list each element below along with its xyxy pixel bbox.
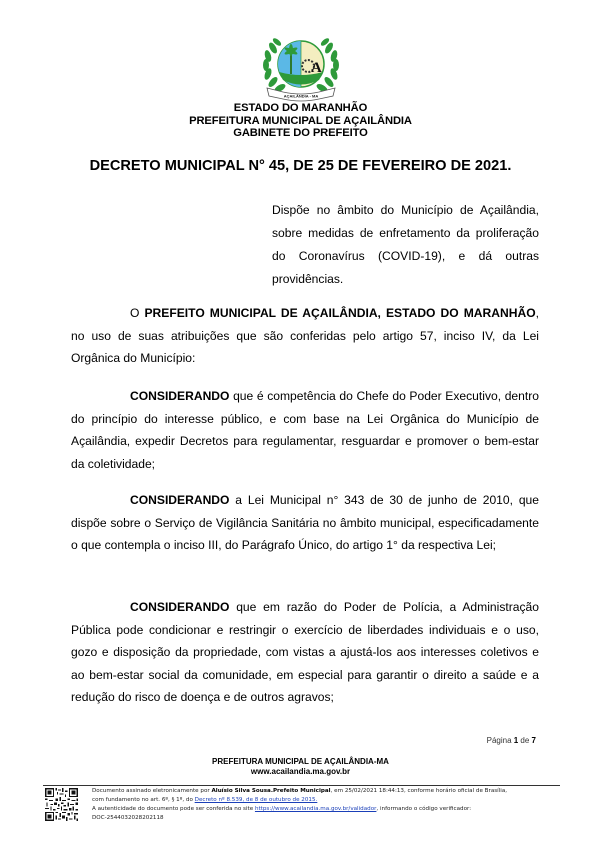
considerando-paragraph-3 xyxy=(71,596,539,709)
decree-summary: Dispõe no âmbito do Município de Açailândia, sobre medidas de enfretamento da proliferação do Coronavírus (COVID-19), e dá outras providências. xyxy=(272,203,539,286)
signature-basis: com fundamento no art. 6º, § 1º, do xyxy=(92,797,195,803)
authenticity-text: A autenticidade do documento pode ser conferida no site xyxy=(92,806,255,812)
signer-name: Aluísio Silva Sousa.Prefeito Municipal xyxy=(211,788,331,794)
considerando-paragraph-1 xyxy=(71,385,539,475)
signature-line-3 xyxy=(92,805,562,814)
decree-title: DECRETO MUNICIPAL N° 45, DE 25 DE FEVEREIRO DE 2021. xyxy=(89,158,512,174)
footer-website: www.acailandia.ma.gov.br xyxy=(250,767,351,776)
footer xyxy=(0,757,601,777)
letterhead-office: GABINETE DO PREFEITO xyxy=(233,127,368,140)
preamble-paragraph xyxy=(71,302,539,370)
letterhead-state: ESTADO DO MARANHÃO xyxy=(233,102,368,114)
page-number xyxy=(487,736,536,745)
considerando-keyword: CONSIDERANDO xyxy=(130,493,230,507)
considerando-keyword: CONSIDERANDO xyxy=(130,600,230,614)
signature-line-2 xyxy=(92,796,562,805)
signature-prefix: Documento assinado eletronicamente por xyxy=(92,788,212,794)
footer-org-name: PREFEITURA MUNICIPAL DE AÇAILÂNDIA-MA xyxy=(212,757,389,766)
considerando-text: que é competência do Chefe do Poder Executivo, dentro do princípio do interesse público, e com base na Lei Orgânica do Município de Açailândia, expedir Decretos para regulamentar, resguardar e promover o bem-estar da coletividade; xyxy=(71,389,539,471)
signature-divider xyxy=(43,785,560,786)
preamble-authority: PREFEITO MUNICIPAL DE AÇAILÂNDIA, ESTADO DO MARANHÃO xyxy=(144,306,536,320)
considerando-keyword: CONSIDERANDO xyxy=(130,389,230,403)
qr-code-icon[interactable] xyxy=(45,788,78,821)
preamble-text: , no uso de suas atribuições que são conferidas pelo artigo 57, inciso IV, da Lei Orgânica do Município: xyxy=(71,306,539,366)
considerando-paragraph-2 xyxy=(71,489,539,557)
coat-of-arms-icon xyxy=(253,26,349,104)
page-separator: de xyxy=(518,736,532,745)
electronic-signature-notice xyxy=(92,787,562,823)
page-total: 7 xyxy=(531,736,536,745)
authenticity-suffix: , informando o código verificador: xyxy=(376,806,472,812)
decree-link[interactable]: Decreto nº 8.539, de 8 de outubro de 2015. xyxy=(194,797,318,803)
svg-text:A: A xyxy=(311,60,322,76)
svg-text:AÇAILÂNDIA - MA: AÇAILÂNDIA - MA xyxy=(283,93,319,99)
page-current: 1 xyxy=(513,736,519,745)
verification-code: DOC-2544032028202118 xyxy=(92,815,164,821)
considerando-text: a Lei Municipal n° 343 de 30 de junho de 2010, que dispõe sobre o Serviço de Vigilância Sanitária no âmbito municipal, especificadamente o que contempla o inciso III, do Parágrafo Único, do artigo 1° da respectiva Lei; xyxy=(71,493,539,553)
letterhead xyxy=(0,102,601,140)
letterhead-prefecture: PREFEITURA MUNICIPAL DE AÇAILÂNDIA xyxy=(189,114,412,127)
signature-line-1 xyxy=(92,787,562,796)
page-label: Página xyxy=(486,736,514,745)
considerando-text: que em razão do Poder de Polícia, a Administração Pública pode condicionar e restringir o exercício de liberdades individuais e o uso, gozo e disposição da propriedade, com vistas a ajustá-los aos interesses coletivos e ao bem-estar social da comunidade, em especial para garantir o direito a saúde e a redução do risco de doença e de outros agravos; xyxy=(71,600,539,705)
validator-link[interactable]: https://www.acailandia.ma.gov.br/validador xyxy=(254,806,377,812)
signature-datetime: , em 25/02/2021 18:44:13, conforme horário oficial de Brasília, xyxy=(330,788,508,794)
preamble-prefix: O xyxy=(130,306,145,320)
